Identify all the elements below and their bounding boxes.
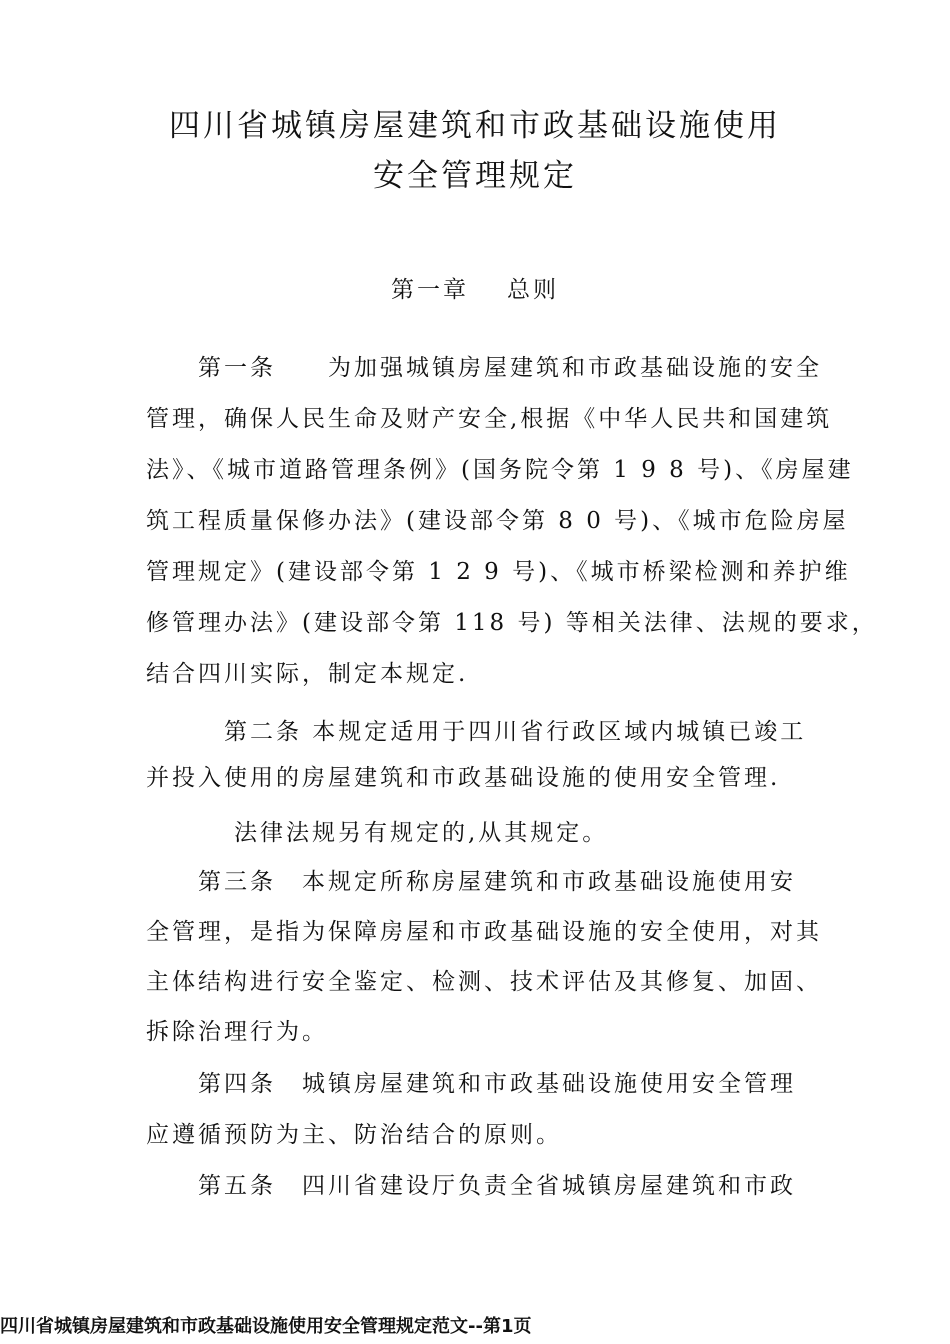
body-line: 结合四川实际，制定本规定. bbox=[146, 661, 469, 687]
chapter-heading bbox=[0, 272, 950, 308]
body-line: 应遵循预防为主、防治结合的原则。 bbox=[146, 1122, 562, 1148]
body-line: 第四条 城镇房屋建筑和市政基础设施使用安全管理 bbox=[198, 1071, 796, 1097]
body-line: 第五条 四川省建设厅负责全省城镇房屋建筑和市政 bbox=[198, 1173, 796, 1199]
body-line: 全管理，是指为保障房屋和市政基础设施的安全使用，对其 bbox=[146, 919, 822, 945]
body-line: 筑工程质量保修办法》(建设部令第 8 0 号)、《城市危险房屋 bbox=[146, 508, 849, 534]
document-title-line-1: 四川省城镇房屋建筑和市政基础设施使用 bbox=[169, 108, 781, 144]
body-line: 法》、《城市道路管理条例》(国务院令第 1 9 8 号)、《房屋建 bbox=[146, 457, 854, 483]
body-line: 修管理办法》(建设部令第 118 号) 等相关法律、法规的要求， bbox=[146, 610, 878, 636]
chapter-number: 第一章 bbox=[391, 277, 469, 303]
body-line: 第三条 本规定所称房屋建筑和市政基础设施使用安 bbox=[198, 869, 796, 895]
body-line: 拆除治理行为。 bbox=[146, 1019, 328, 1045]
body-line: 并投入使用的房屋建筑和市政基础设施的使用安全管理. bbox=[146, 765, 781, 791]
chapter-name: 总则 bbox=[507, 277, 559, 303]
body-line: 主体结构进行安全鉴定、检测、技术评估及其修复、加固、 bbox=[146, 969, 822, 995]
body-line: 法律法规另有规定的,从其规定。 bbox=[234, 820, 609, 846]
body-line: 第二条 本规定适用于四川省行政区域内城镇已竣工 bbox=[224, 719, 807, 745]
document-title-line-2: 安全管理规定 bbox=[373, 158, 577, 194]
body-line: 第一条 为加强城镇房屋建筑和市政基础设施的安全 bbox=[198, 355, 822, 381]
body-line: 管理，确保人民生命及财产安全,根据《中华人民共和国建筑 bbox=[146, 406, 833, 432]
page-footer: 四川省城镇房屋建筑和市政基础设施使用安全管理规定范文--第1页 bbox=[0, 1316, 532, 1337]
body-line: 管理规定》(建设部令第 1 2 9 号)、《城市桥梁检测和养护维 bbox=[146, 559, 851, 585]
